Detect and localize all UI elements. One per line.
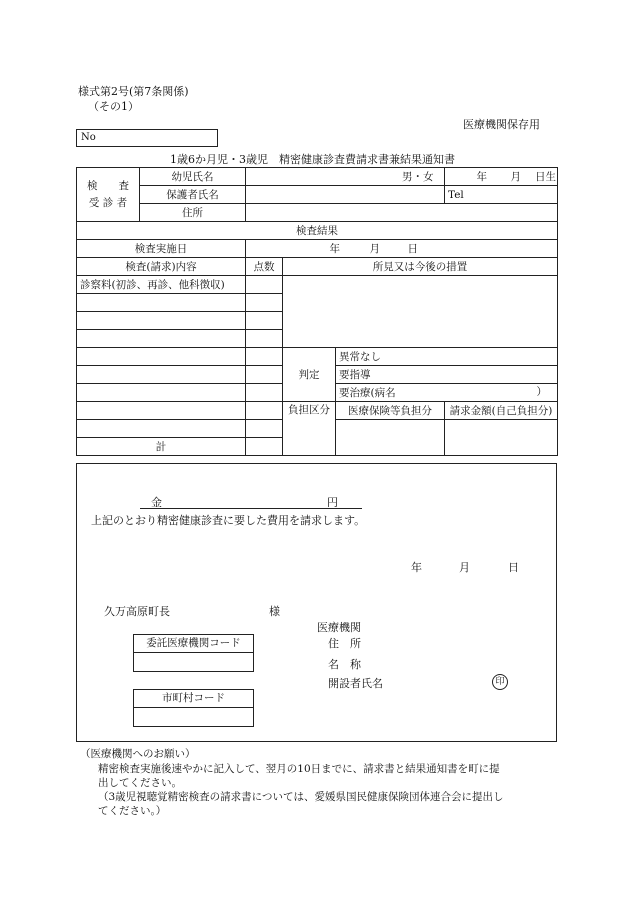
points-cell[interactable]: [246, 330, 283, 348]
content-column-header: 検査(請求)内容: [77, 258, 246, 276]
results-heading-row: [77, 222, 558, 240]
form-sub-number: （その1）: [88, 100, 139, 113]
institution-label: 医療機関: [317, 621, 361, 634]
judgment-label: 判定: [283, 348, 336, 402]
address-label: 住所: [140, 204, 246, 222]
total-label: 計: [77, 438, 246, 456]
claim-amount-field[interactable]: [445, 420, 558, 456]
insurer-burden-field[interactable]: [336, 420, 445, 456]
item-row: [77, 402, 558, 420]
consult-fee-label: 診察料(初診、再診、他科徴収): [77, 276, 246, 294]
dob-month: 月: [510, 170, 522, 183]
content-cell[interactable]: [77, 366, 246, 384]
burden-label: [283, 402, 336, 456]
child-row: [77, 168, 558, 186]
points-cell[interactable]: [246, 366, 283, 384]
guardian-label: 保護者氏名: [140, 186, 246, 204]
number-label: No: [81, 132, 96, 143]
contract-code-box[interactable]: [133, 634, 254, 672]
option-guidance[interactable]: 要指導: [336, 366, 558, 384]
amount-kin: 金: [151, 496, 162, 509]
content-cell[interactable]: [77, 348, 246, 366]
claim-month: 月: [459, 561, 470, 574]
founder-name-label: 開設者氏名: [328, 677, 383, 690]
form-number: 様式第2号(第7条関係): [78, 85, 189, 98]
total-points-field[interactable]: [246, 438, 283, 456]
address-field[interactable]: [246, 204, 558, 222]
notes-line-3: （3歳児視聴覚精密検査の請求書については、愛媛県国民健康保険団体連合会に提出し: [98, 791, 504, 803]
option-treatment[interactable]: [336, 384, 558, 402]
findings-field[interactable]: [283, 276, 558, 348]
address-row: [77, 204, 558, 222]
columns-row: [77, 258, 558, 276]
mayor-label: 久万高原町長: [104, 605, 170, 618]
content-cell[interactable]: [77, 420, 246, 438]
dob-year: 年: [476, 170, 488, 183]
tel-field[interactable]: [445, 186, 558, 204]
form-table: [76, 167, 558, 456]
points-column-header: 点数: [246, 258, 283, 276]
guardian-row: [77, 186, 558, 204]
examinee-label-1: 検 査: [87, 179, 129, 192]
sama-label: 様: [269, 605, 280, 618]
results-heading: 検査結果: [77, 222, 558, 240]
treatment-close: ）: [536, 386, 548, 398]
content-cell[interactable]: [77, 294, 246, 312]
points-cell[interactable]: [246, 312, 283, 330]
institution-name-label: 名 称: [328, 658, 361, 671]
item-row: [77, 276, 558, 294]
content-cell[interactable]: [77, 312, 246, 330]
claim-day: 日: [508, 561, 519, 574]
burden-label-text: 負担区分: [288, 404, 330, 416]
claim-amount-header: 請求金額(自己負担分): [445, 402, 558, 420]
item-row: [77, 348, 558, 366]
points-cell[interactable]: [246, 402, 283, 420]
content-cell[interactable]: [77, 402, 246, 420]
date-month: 月: [369, 242, 380, 255]
amount-yen: 円: [327, 496, 338, 509]
sex-field[interactable]: 男・女: [392, 168, 445, 186]
exam-date-row: [77, 240, 558, 258]
insurer-burden-header: 医療保険等負担分: [336, 402, 445, 420]
date-day: 日: [407, 242, 418, 255]
amount-field[interactable]: [140, 508, 362, 509]
notes-heading: （医療機関へのお願い）: [80, 748, 196, 760]
city-code-label: 市町村コード: [134, 690, 253, 708]
exam-date-label: 検査実施日: [77, 240, 246, 258]
page-title: 1歳6か月児・3歳児 精密健康診査費請求書兼結果通知書: [170, 153, 455, 166]
claim-year: 年: [411, 561, 422, 574]
claim-statement: 上記のとおり精密健康診査に要した費用を請求します。: [91, 514, 366, 527]
child-name-label: 幼児氏名: [140, 168, 246, 186]
exam-date-field[interactable]: [246, 240, 558, 258]
date-year: 年: [329, 242, 340, 255]
notes-line-2: 出してください。: [98, 777, 182, 789]
option-normal[interactable]: 異常なし: [336, 348, 558, 366]
points-cell[interactable]: [246, 294, 283, 312]
keep-label: 医療機関保存用: [463, 118, 540, 131]
points-cell[interactable]: [246, 384, 283, 402]
treatment-label: 要治療(病名: [339, 386, 396, 399]
contract-code-label: 委託医療機関コード: [134, 635, 253, 653]
seal-mark: [492, 674, 508, 690]
seal-icon: 印: [492, 674, 508, 690]
child-name-field[interactable]: [246, 168, 392, 186]
points-cell[interactable]: [246, 420, 283, 438]
content-cell[interactable]: [77, 384, 246, 402]
city-code-box[interactable]: [133, 689, 254, 727]
notes-line-4: てください。）: [98, 805, 167, 817]
institution-address-label: 住 所: [328, 637, 361, 650]
content-cell[interactable]: [77, 330, 246, 348]
examinee-label-2: 受 診 者: [88, 196, 128, 209]
notes-line-1: 精密検査実施後速やかに記入して、翌月の10日までに、請求書と結果通知書を町に提: [98, 763, 500, 775]
points-cell[interactable]: [246, 276, 283, 294]
number-field[interactable]: [76, 129, 218, 147]
dob-day: 日生: [535, 170, 557, 183]
guardian-field[interactable]: [246, 186, 445, 204]
findings-column-header: 所見又は今後の措置: [283, 258, 558, 276]
examinee-group-cell: [77, 168, 140, 222]
tel-label: Tel: [448, 188, 464, 201]
points-cell[interactable]: [246, 348, 283, 366]
dob-field[interactable]: [445, 168, 558, 186]
